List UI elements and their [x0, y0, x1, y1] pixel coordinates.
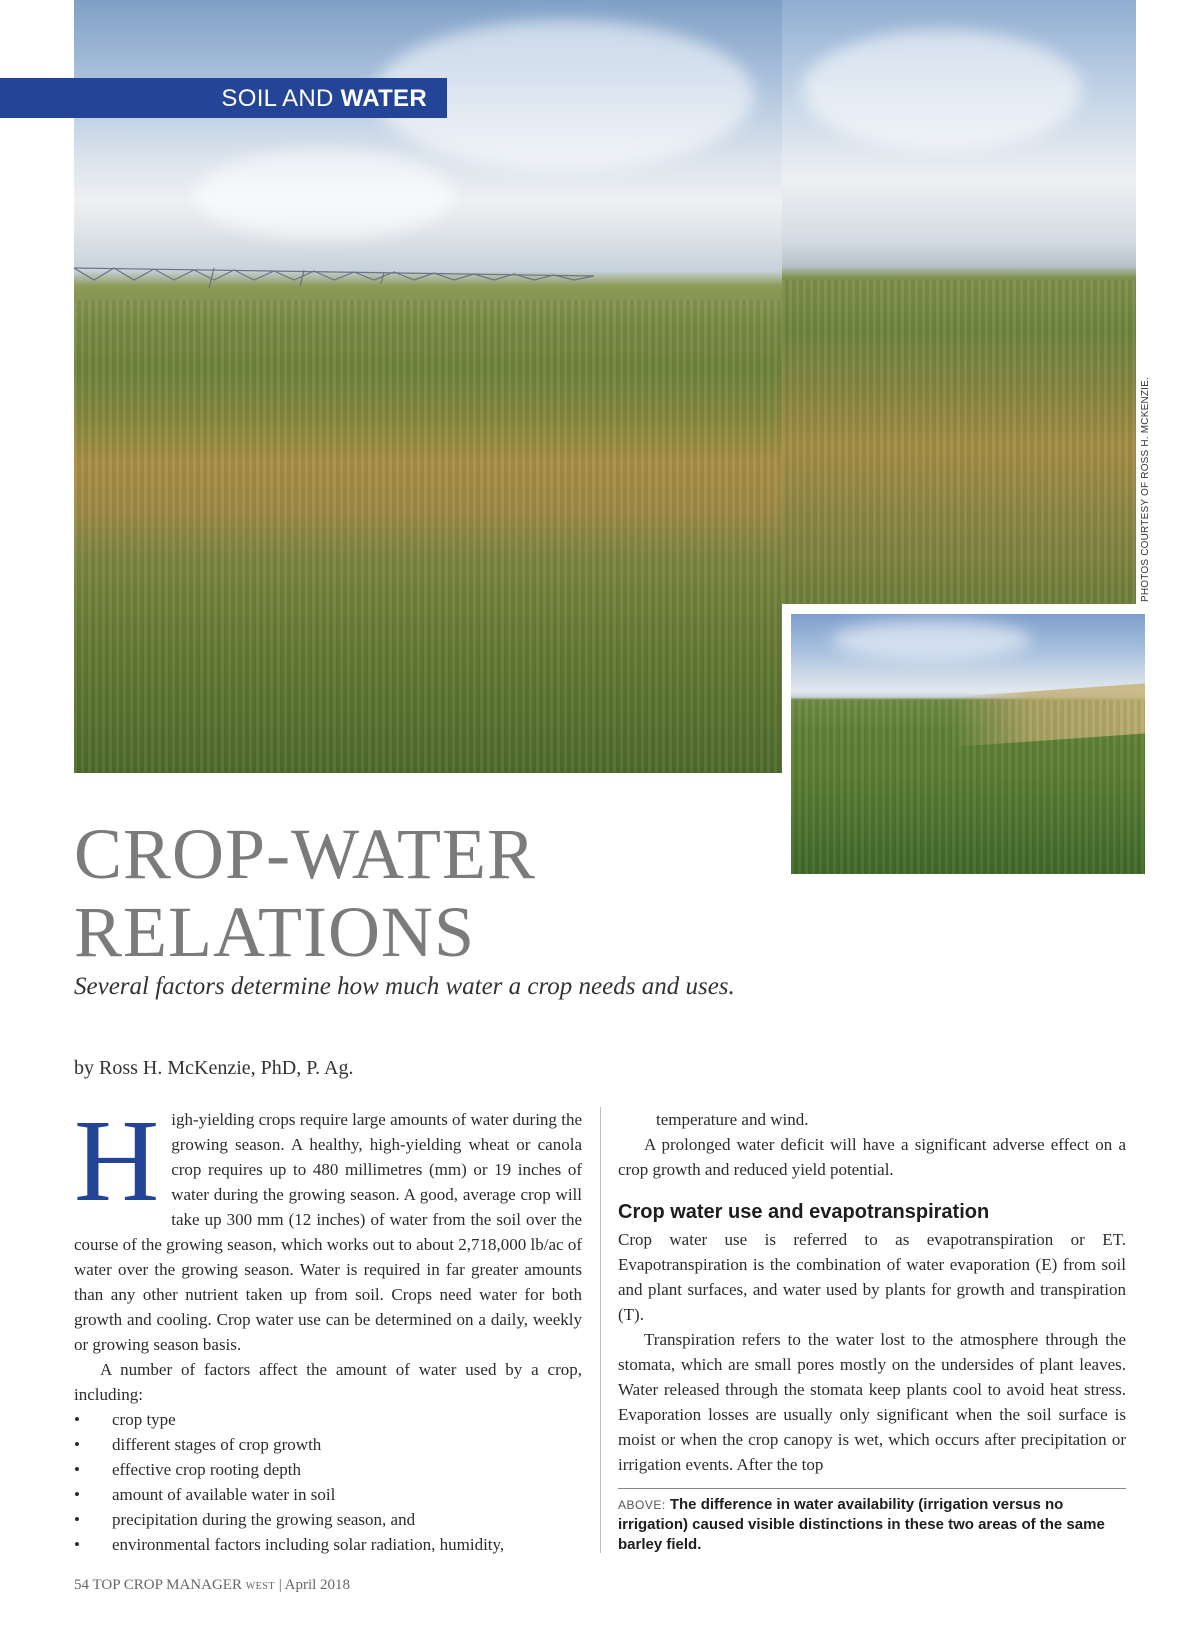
section-emphasis: WATER — [340, 85, 427, 112]
caption-text: The difference in water availability (irrigation versus no irrigation) caused visible distinctions in these two areas of the same barley field. — [618, 1496, 1105, 1553]
section-banner — [0, 78, 447, 118]
list-item: • different stages of crop growth — [74, 1435, 322, 1454]
article-subtitle: Several factors determine how much water a crop needs and uses. — [74, 973, 735, 1000]
photo-credit-text: PHOTOS COURTESY OF ROSS H. MCKENZIE. — [1140, 376, 1151, 602]
main-field-photo-right — [782, 0, 1136, 604]
factors-list — [74, 1407, 582, 1557]
irrigation-pivot-graphic — [74, 262, 594, 292]
list-item: • crop type — [74, 1410, 176, 1429]
factors-paragraph: A number of factors affect the amount of water used by a crop, including: — [74, 1360, 582, 1404]
page-number: 54 — [74, 1577, 89, 1593]
photo-caption — [618, 1488, 1126, 1555]
article-title-line-1: CROP-WATER — [74, 814, 537, 894]
list-continuation: temperature and wind. — [656, 1110, 809, 1129]
page-footer — [74, 1577, 350, 1594]
drop-cap: H — [74, 1095, 160, 1226]
article-title — [74, 815, 536, 971]
section-subhead: Crop water use and evapotranspiration — [618, 1201, 990, 1223]
column-divider — [600, 1107, 601, 1553]
list-item: • environmental factors including solar radiation, humidity, — [74, 1535, 505, 1554]
intro-paragraph-text: igh-yielding crops require large amounts of water during the growing season. A healthy, high-yielding wheat or canola crop requires up to 480 millimetres (mm) or 19 inches of water during the growing season. A good, average crop will take up 300 mm (12 inches) of water from the soil over the course of the growing season, which works out to about 2,718,000 lb/ac of water over the growing season. Water is required in far greater amounts than any other nutrient taken up from soil. Crops need water for both growth and cooling. Crop water use can be determined on a daily, weekly or growing season basis. — [74, 1110, 582, 1354]
magazine-name: TOP CROP MANAGER — [92, 1577, 242, 1593]
transpiration-paragraph: Transpiration refers to the water lost to the atmosphere through the stomata, which are small pores mostly on the undersides of plant leaves. Water released through the stomata keep plants cool to avoid heat stress. Evaporation losses are usually only significant when the soil surface is moist or when the crop canopy is wet, which occurs after precipitation or irrigation events. After the top — [618, 1330, 1126, 1474]
intro-paragraph — [74, 1095, 582, 1357]
et-paragraph: Crop water use is referred to as evapotranspiration or ET. Evapotranspiration is the combination of water evaporation (E) from soil and plant surfaces, and water used by plants for growth and transpiration (T). — [618, 1230, 1126, 1324]
body-column-right — [618, 1107, 1126, 1477]
caption-label: ABOVE: — [618, 1498, 666, 1512]
issue-date: April 2018 — [284, 1577, 351, 1593]
article-title-line-2: RELATIONS — [74, 892, 475, 972]
section-label: SOIL AND — [221, 85, 334, 112]
list-item: • amount of available water in soil — [74, 1485, 336, 1504]
article-byline: by Ross H. McKenzie, PhD, P. Ag. — [74, 1057, 354, 1079]
list-item: • precipitation during the growing season, and — [74, 1510, 416, 1529]
footer-separator: | — [278, 1577, 282, 1593]
photo-credit — [1140, 376, 1154, 602]
body-column-left — [74, 1095, 582, 1557]
list-item: • effective crop rooting depth — [74, 1460, 301, 1479]
inset-field-photo — [791, 614, 1145, 874]
deficit-paragraph: A prolonged water deficit will have a significant adverse effect on a crop growth and reduced yield potential. — [618, 1135, 1126, 1179]
magazine-edition: WEST — [245, 1581, 275, 1592]
